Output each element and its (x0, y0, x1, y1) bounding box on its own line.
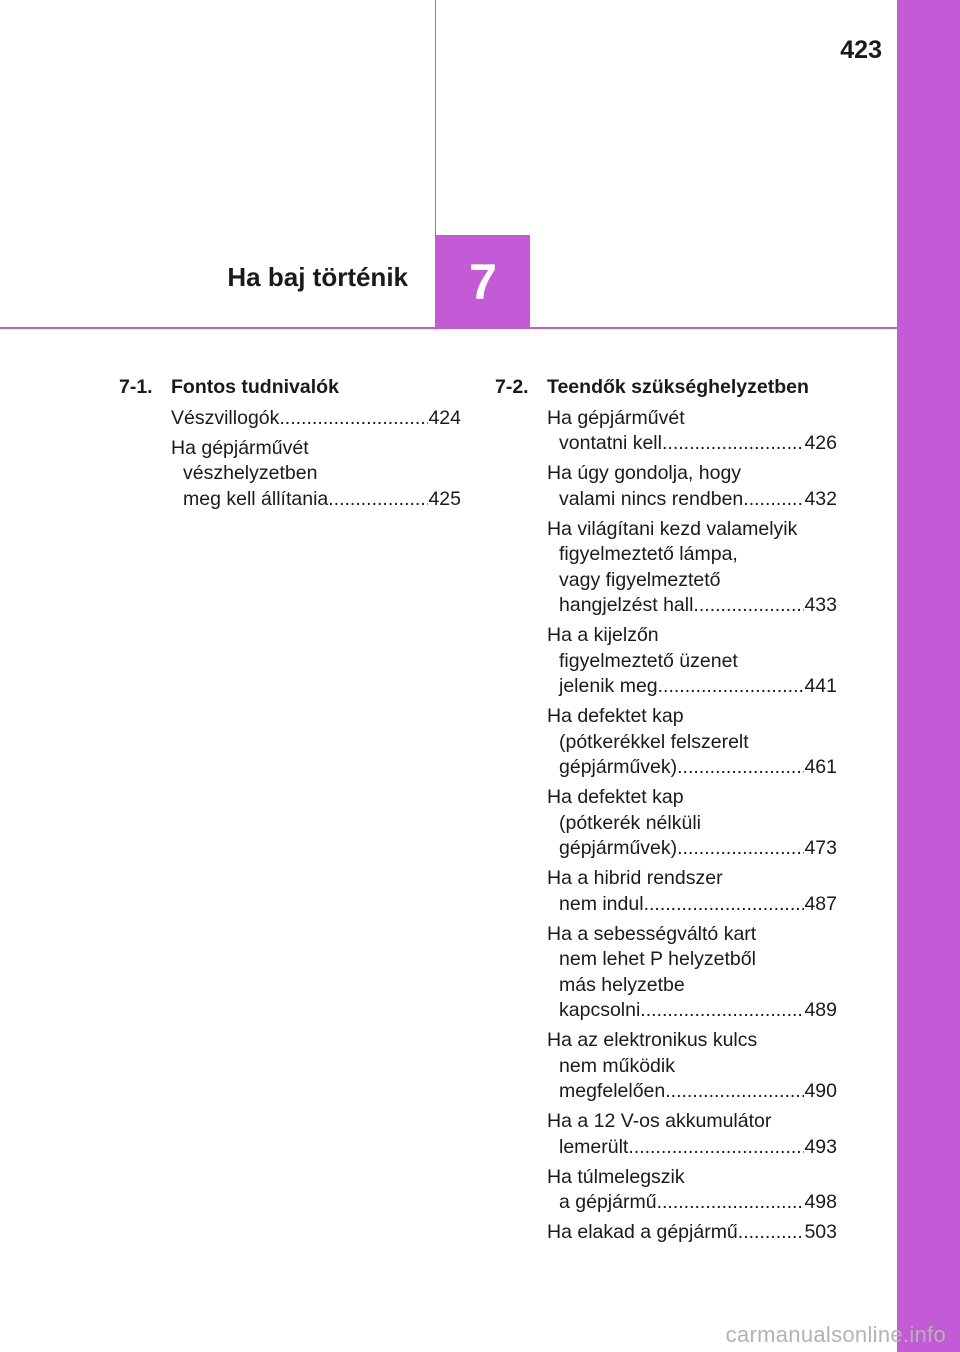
section-number: 7-1. (119, 376, 153, 398)
toc-entry-page: 424 (428, 406, 461, 429)
toc-entry-label: Ha úgy gondolja, hogy (547, 462, 742, 484)
toc-entry-page: 473 (804, 837, 837, 859)
toc-entry-page: 498 (804, 1191, 837, 1213)
toc-entry-label: (pótkerékkel felszerelt (559, 730, 749, 753)
toc-entry-label: jelenik meg (559, 675, 658, 697)
dot-leader (658, 674, 805, 700)
section-heading (495, 373, 837, 401)
chapter-title: Ha baj történik (227, 262, 408, 292)
toc-entry-list (171, 406, 461, 513)
toc-entry[interactable] (547, 922, 837, 1024)
toc-entry-page: 493 (804, 1135, 837, 1158)
dot-leader (644, 892, 805, 918)
toc-entry-label: gépjárművek) (559, 837, 678, 859)
toc-entry-label: vontatni kell (559, 432, 662, 454)
toc-entry-label: kapcsolni (559, 999, 641, 1021)
toc-entry-label: Ha az elektronikus kulcs (547, 1029, 758, 1051)
watermark: carmanualsonline.info (725, 1322, 946, 1347)
toc-entry-label: Ha a sebességváltó kart (547, 922, 757, 945)
dot-leader (743, 487, 804, 513)
toc-entry-label: gépjárművek) (559, 756, 678, 778)
toc-entry[interactable] (547, 406, 837, 457)
dot-leader (738, 1220, 805, 1246)
dot-leader (677, 836, 804, 862)
section-title: Fontos tudnivalók (171, 376, 339, 398)
toc-entry[interactable] (547, 623, 837, 700)
toc-entry-label: Ha a hibrid rendszer (547, 867, 723, 889)
toc-entry-list (547, 406, 837, 1246)
dot-leader (279, 406, 428, 432)
toc-entry-label: Ha defektet kap (547, 705, 684, 727)
toc-entry-page: 432 (804, 487, 837, 510)
toc-entry[interactable] (171, 406, 461, 432)
toc-entry-label: Ha gépjárművét (171, 436, 309, 459)
section-number: 7-2. (495, 376, 529, 398)
toc-entry-label: más helyzetbe (559, 973, 685, 996)
dot-leader (328, 487, 428, 513)
toc-entry-label: Ha elakad a gépjármű (547, 1221, 738, 1243)
toc-entry-page: 425 (428, 487, 461, 510)
toc-entry[interactable] (547, 704, 837, 781)
toc-entry[interactable] (547, 517, 837, 619)
toc-entry-label: figyelmeztető lámpa, (559, 543, 738, 565)
toc-entry-label: vagy figyelmeztető (559, 568, 721, 591)
toc-entry-label: vészhelyzetben (183, 462, 318, 484)
toc-entry-label: Ha túlmelegszik (547, 1165, 685, 1188)
toc-entry-page: 490 (804, 1080, 837, 1102)
toc-entry[interactable] (547, 1220, 837, 1246)
chapter-number: 7 (469, 254, 497, 310)
page-number: 423 (840, 36, 882, 64)
toc-entry-label: figyelmeztető üzenet (559, 649, 738, 672)
toc-entry-label: valami nincs rendben (559, 487, 744, 510)
dot-leader (628, 1135, 804, 1161)
toc-section-7-2 (495, 373, 837, 1246)
chapter-number-box (436, 235, 530, 329)
toc-entry[interactable] (547, 1028, 837, 1105)
toc-entry-label: Ha a 12 V-os akkumulátor (547, 1110, 772, 1132)
toc-entry[interactable] (171, 436, 461, 513)
toc-section-7-1 (119, 373, 461, 512)
chapter-side-bar (897, 0, 960, 1352)
toc-entry-page: 433 (804, 594, 837, 616)
toc-entry-label: Ha defektet kap (547, 786, 684, 808)
toc-entry-page: 461 (804, 756, 837, 778)
dot-leader (710, 593, 805, 619)
toc-entry-page: 441 (804, 675, 837, 697)
toc-entry-label: nem működik (559, 1054, 675, 1077)
toc-entry[interactable] (547, 1109, 837, 1160)
toc-entry-label: megfelelően (559, 1080, 666, 1102)
toc-entry-label: nem lehet P helyzetből (559, 948, 756, 970)
toc-entry[interactable] (547, 866, 837, 917)
toc-entry-page: 426 (804, 432, 837, 454)
dot-leader (677, 755, 804, 781)
toc-entry-page: 503 (804, 1221, 837, 1243)
dot-leader (662, 431, 804, 457)
toc-entry-label: Vészvillogók (171, 406, 280, 429)
toc-entry-label: Ha gépjárművét (547, 406, 685, 429)
toc-entry-label: Ha világítani kezd valamelyik (547, 517, 798, 540)
toc-entry[interactable] (547, 461, 837, 512)
toc-entry-page: 487 (804, 892, 837, 915)
dot-leader (657, 1190, 805, 1216)
dot-leader (665, 1079, 804, 1105)
toc-entry-label: lemerült (559, 1135, 629, 1158)
toc-entry-label: meg kell állítania (183, 487, 329, 510)
toc-entry-label: nem indul (559, 892, 644, 915)
toc-entry[interactable] (547, 785, 837, 862)
toc-entry[interactable] (547, 1165, 837, 1216)
dot-leader (640, 998, 804, 1024)
section-title: Teendők szükséghelyzetben (547, 376, 809, 398)
toc-entry-page: 489 (804, 999, 837, 1021)
toc-entry-label: (pótkerék nélküli (559, 811, 701, 834)
toc-entry-label: Ha a kijelzőn (547, 624, 659, 646)
toc-entry-label: hangjelzést hall... (559, 594, 710, 616)
toc-entry-label: a gépjármű (559, 1191, 657, 1213)
section-heading (119, 373, 461, 401)
